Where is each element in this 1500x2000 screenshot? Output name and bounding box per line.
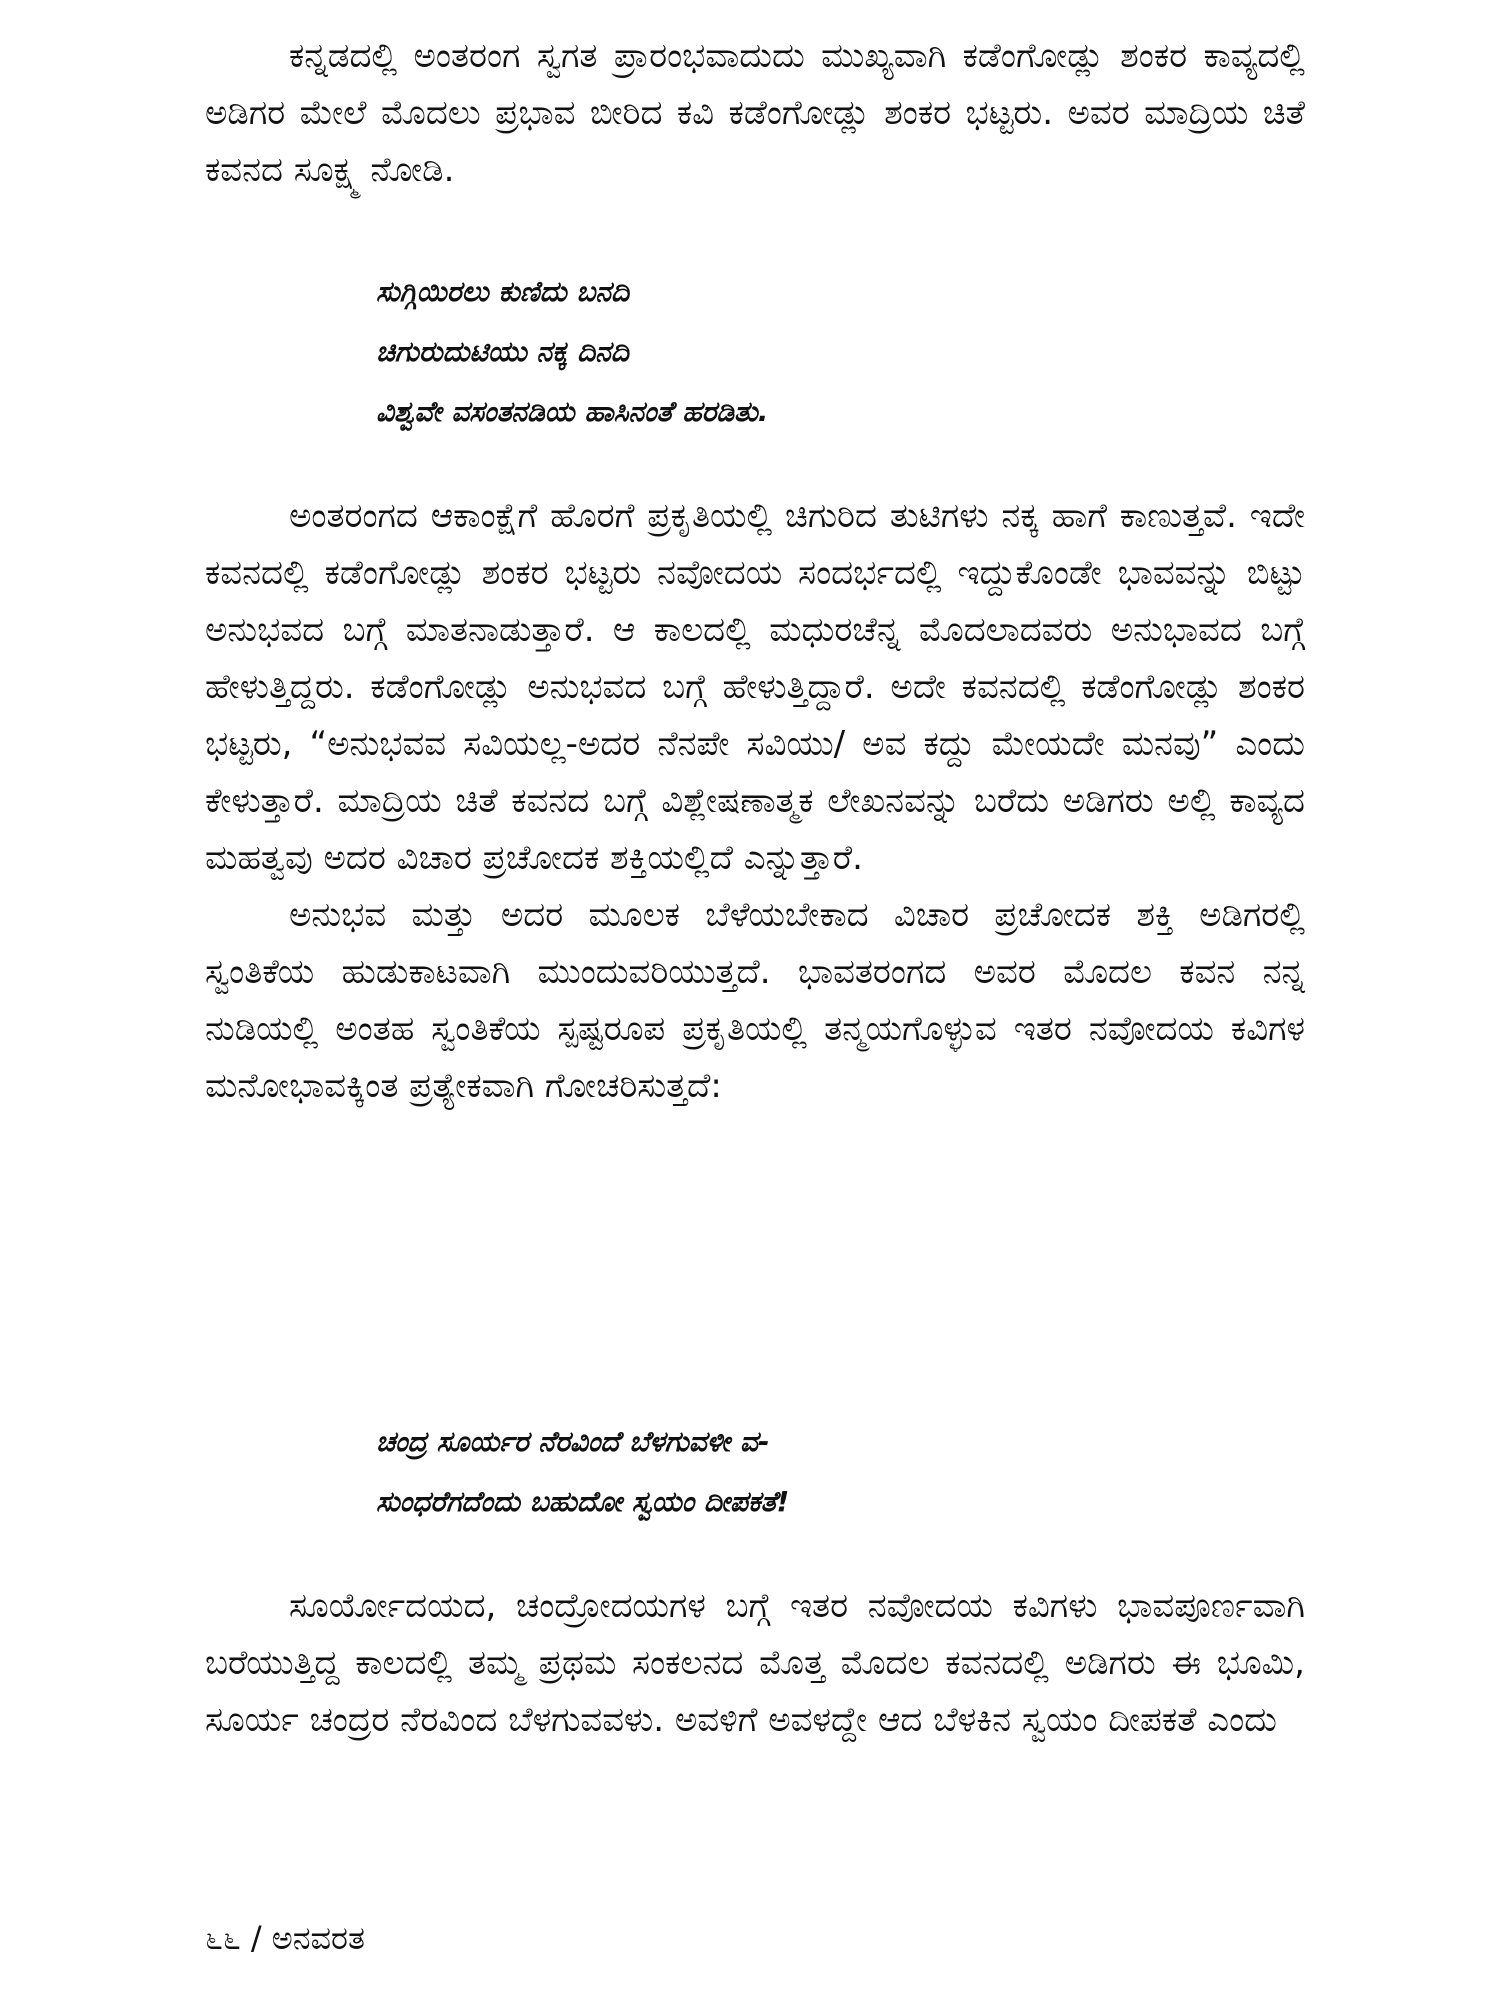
verse-2-line-1: ಚಂದ್ರ ಸೂರ್ಯರ ನೆರವಿಂದೆ ಬೆಳಗುವಳೀ ವ- (376, 1425, 770, 1458)
paragraph-2-block (205, 488, 1305, 1115)
verse-1-line-2: ಚಿಗುರುದುಟಿಯು ನಕ್ಕ ದಿನದಿ (376, 335, 629, 368)
paragraph-3: ಅನುಭವ ಮತ್ತು ಅದರ ಮೂಲಕ ಬೆಳೆಯಬೇಕಾದ ವಿಚಾರ ಪ್ರಚೋದಕ ಶಕ್ತಿ ಅಡಿಗರಲ್ಲಿ ಸ್ವಂತಿಕೆಯ ಹುಡುಕಾಟವಾಗಿ ಮುಂದುವರಿಯುತ್ತದೆ. ಭಾವತರಂಗದ ಅವರ ಮೊದಲ ಕವನ ನನ್ನ ನುಡಿಯಲ್ಲಿ ಅಂತಹ ಸ್ವಂತಿಕೆಯ ಸ್ಪಷ್ಟರೂಪ ಪ್ರಕೃತಿಯಲ್ಲಿ ತನ್ಮಯಗೊಳ್ಳುವ ಇತರ ನವೋದಯ ಕವಿಗಳ ಮನೋಭಾವಕ್ಕಿಂತ ಪ್ರತ್ಯೇಕವಾಗಿ ಗೋಚರಿಸುತ್ತದೆ: (205, 895, 1305, 1106)
verse-2 (376, 1412, 1276, 1532)
paragraph-2: ಅಂತರಂಗದ ಆಕಾಂಕ್ಷೆಗೆ ಹೊರಗೆ ಪ್ರಕೃತಿಯಲ್ಲಿ ಚಿಗುರಿದ ತುಟಿಗಳು ನಕ್ಕ ಹಾಗೆ ಕಾಣುತ್ತವೆ. ಇದೇ ಕವನದಲ್ಲಿ ಕಡೆಂಗೋಡ್ಲು ಶಂಕರ ಭಟ್ಟರು ನವೋದಯ ಸಂದರ್ಭದಲ್ಲಿ ಇದ್ದುಕೊಂಡೇ ಭಾವವನ್ನು ಬಿಟ್ಟು ಅನುಭವದ ಬಗ್ಗೆ ಮಾತನಾಡುತ್ತಾರೆ. ಆ ಕಾಲದಲ್ಲಿ ಮಧುರಚೆನ್ನ ಮೊದಲಾದವರು ಅನುಭಾವದ ಬಗ್ಗೆ ಹೇಳುತ್ತಿದ್ದರು. ಕಡೆಂಗೋಡ್ಲು ಅನುಭವದ ಬಗ್ಗೆ ಹೇಳುತ್ತಿದ್ದಾರೆ. ಅದೇ ಕವನದಲ್ಲಿ ಕಡೆಂಗೋಡ್ಲು ಶಂಕರ ಭಟ್ಟರು, “ಅನುಭವವ ಸವಿಯಲ್ಲ-ಅದರ ನೆನಪೇ ಸವಿಯು/ ಅವ ಕದ್ದು ಮೇಯದೇ ಮನವು” ಎಂದು ಕೇಳುತ್ತಾರೆ. ಮಾದ್ರಿಯ ಚಿತೆ ಕವನದ ಬಗ್ಗೆ ವಿಶ್ಲೇಷಣಾತ್ಮಕ ಲೇಖನವನ್ನು ಬರೆದು ಅಡಿಗರು ಅಲ್ಲಿ ಕಾವ್ಯದ ಮಹತ್ವವು ಅದರ ವಿಚಾರ ಪ್ರಚೋದಕ ಶಕ್ತಿಯಲ್ಲಿದೆ ಎನ್ನುತ್ತಾರೆ. (205, 496, 1305, 878)
paragraph-1-block (205, 28, 1305, 199)
verse-1-line-1: ಸುಗ್ಗಿಯಿರಲು ಕುಣಿದು ಬನದಿ (376, 275, 630, 308)
paragraph-4: ಸೂರ್ಯೋದಯದ, ಚಂದ್ರೋದಯಗಳ ಬಗ್ಗೆ ಇತರ ನವೋದಯ ಕವಿಗಳು ಭಾವಪೂರ್ಣವಾಗಿ ಬರೆಯುತ್ತಿದ್ದ ಕಾಲದಲ್ಲಿ ತಮ್ಮ ಪ್ರಥಮ ಸಂಕಲನದ ಮೊತ್ತ ಮೊದಲ ಕವನದಲ್ಲಿ ಅಡಿಗರು ಈ ಭೂಮಿ, ಸೂರ್ಯ ಚಂದ್ರರ ನೆರವಿಂದ ಬೆಳಗುವವಳು. ಅವಳಿಗೆ ಅವಳದ್ದೇ ಆದ ಬೆಳಕಿನ ಸ್ವಯಂ ದೀಪಕತೆ ಎಂದು (205, 1586, 1305, 1740)
verse-1 (376, 262, 1276, 442)
paragraph-1: ಕನ್ನಡದಲ್ಲಿ ಅಂತರಂಗ ಸ್ವಗತ ಪ್ರಾರಂಭವಾದುದು ಮುಖ್ಯವಾಗಿ ಕಡೆಂಗೋಡ್ಲು ಶಂಕರ ಕಾವ್ಯದಲ್ಲಿ ಅಡಿಗರ ಮೇಲೆ ಮೊದಲು ಪ್ರಭಾವ ಬೀರಿದ ಕವಿ ಕಡೆಂಗೋಡ್ಲು ಶಂಕರ ಭಟ್ಟರು. ಅವರ ಮಾದ್ರಿಯ ಚಿತೆ ಕವನದ ಸೂಕ್ಷ್ಮ ನೋಡಿ. (205, 36, 1306, 190)
book-title: ಅನವರತ (271, 1919, 365, 1957)
verse-1-line-3: ವಿಶ್ವವೇ ವಸಂತನಡಿಯ ಹಾಸಿನಂತೆ ಹರಡಿತು. (376, 395, 769, 428)
verse-2-line-2: ಸುಂಧರೆಗದೆಂದು ಬಹುದೋ ಸ್ವಯಂ ದೀಪಕತೆ! (376, 1485, 790, 1518)
footer-separator: / (250, 1919, 262, 1957)
page-footer (205, 1918, 365, 1958)
page-number: ೬೬ (205, 1919, 241, 1957)
paragraph-4-block (205, 1578, 1305, 1749)
